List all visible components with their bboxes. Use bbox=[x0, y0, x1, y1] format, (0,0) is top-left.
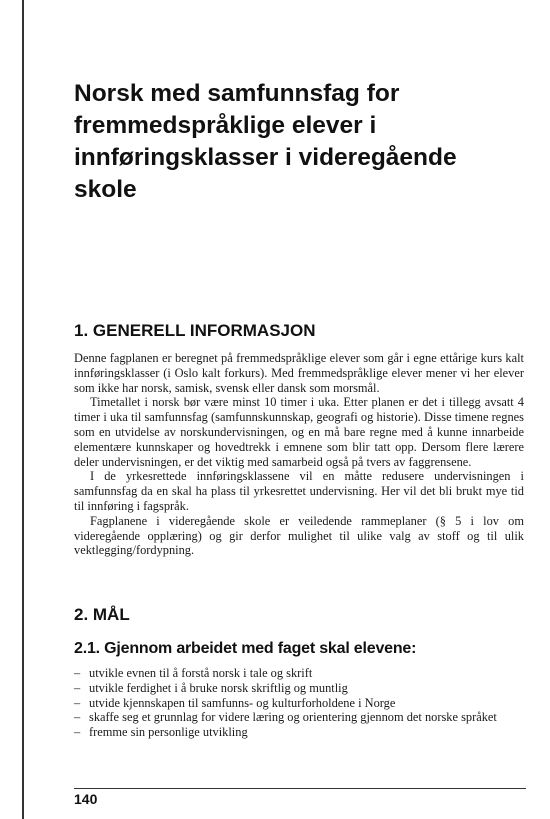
goals-list bbox=[74, 666, 524, 740]
paragraph: Denne fagplanen er beregnet på fremmedspråklige elever som går i egne ettårige kurs kalt innføringsklasser (i Oslo kalt forkurs). Med fremmedspråklige elever mener vi her elever som ikke har norsk, samisk, svensk eller dansk som morsmål. bbox=[74, 351, 524, 395]
dash-marker: – bbox=[74, 666, 81, 680]
document-title bbox=[74, 78, 514, 206]
paragraph: I de yrkesrettede innføringsklassene vil en måtte redusere undervisningen i samfunnsfag da en skal ha plass til yrkesrettet undervisning. Her vil det bli brukt mye tid til innføring i fagspråk. bbox=[74, 469, 524, 513]
page-number: 140 bbox=[74, 791, 98, 807]
section-2-1-heading: 2.1. Gjennom arbeidet med faget skal elevene: bbox=[74, 640, 417, 657]
list-item bbox=[74, 696, 524, 711]
dash-marker: – bbox=[74, 710, 81, 725]
list-item-text: utvikle evnen til å forstå norsk i tale og skrift bbox=[89, 666, 313, 680]
title-line: fremmedspråklige elever i bbox=[74, 112, 377, 139]
dash-marker: – bbox=[74, 695, 81, 710]
list-item-text: skaffe seg et grunnlag for videre læring og orientering gjennom det norske språket bbox=[89, 710, 497, 725]
list-item bbox=[74, 681, 524, 696]
title-line: Norsk med samfunnsfag for bbox=[74, 80, 400, 107]
page-left-edge-rule bbox=[22, 0, 24, 819]
footer-rule bbox=[74, 788, 526, 789]
list-item bbox=[74, 666, 524, 681]
section-2-heading: 2. MÅL bbox=[74, 605, 130, 624]
title-line: skole bbox=[74, 176, 137, 203]
dash-marker: – bbox=[74, 680, 81, 695]
title-line: innføringsklasser i videregående bbox=[74, 144, 457, 171]
paragraph: Fagplanene i videregående skole er veiledende rammeplaner (§ 5 i lov om videregående opplæring) og gir derfor mulighet til ulike valg av stoff og til ulik vektlegging/fordypning. bbox=[74, 513, 524, 558]
list-item-text: fremme sin personlige utvikling bbox=[89, 725, 248, 740]
section-1-body bbox=[74, 351, 524, 558]
paragraph: Timetallet i norsk bør være minst 10 timer i uka. Etter planen er det i tillegg avsatt 4 timer i uka til samfunnsfag (samfunnskunnskap, geografi og historie). Disse timene regnes som en utvidelse av norskundervisningen, og en må bare regne med å kunne innarbeide elementære kunnskaper og hovedtrekk i emnene som blir tatt opp. Dersom flere lærere deler undervisningen, er det viktig med samarbeid også på tvers av faggrensene. bbox=[74, 395, 524, 469]
dash-marker: – bbox=[74, 725, 81, 740]
section-1-heading: 1. GENERELL INFORMASJON bbox=[74, 321, 316, 340]
list-item-text: utvide kjennskapen til samfunns- og kulturforholdene i Norge bbox=[89, 695, 396, 710]
list-item bbox=[74, 710, 524, 725]
list-item bbox=[74, 725, 524, 740]
list-item-text: utvikle ferdighet i å bruke norsk skriftlig og muntlig bbox=[89, 680, 348, 695]
